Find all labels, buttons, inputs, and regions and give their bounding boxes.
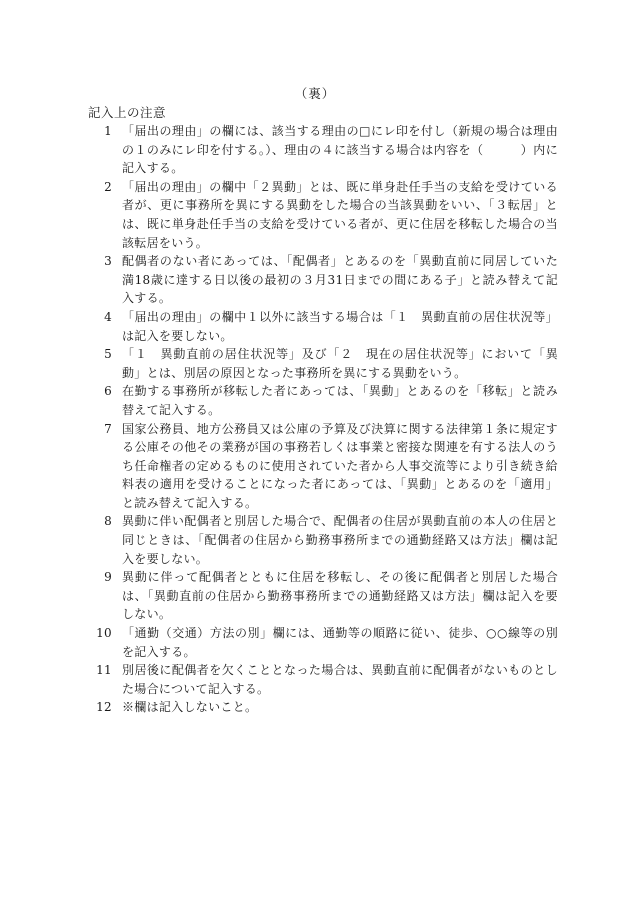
note-number: 6 [104, 384, 112, 399]
note-text: 国家公務員、地方公務員又は公庫の予算及び決算に関する法律第１条に規定する公庫その他その業務が国の事務若しくは事業と密接な関連を有する法人のうち任命権者の定めるものに使用されていた者から人事交流等により引き続き給料表の適用を受けることになった者にあっては、「異動」とあるのを「適用」と読み替えて記入する。 [122, 421, 558, 510]
note-text: 異動に伴い配偶者と別居した場合で、配偶者の住居が異動直前の本人の住居と同じときは、「配偶者の住居から勤務事務所までの通勤経路又は方法」欄は記入を要しない。 [122, 514, 558, 566]
note-item [88, 252, 558, 308]
page-side-label: （裏） [294, 86, 336, 101]
notes-heading: 記入上の注意 [88, 105, 167, 120]
note-number: 9 [104, 570, 112, 585]
note-text: 「届出の理由」の欄中１以外に該当する場合は「１ 異動直前の居住状況等」は記入を要しない。 [122, 309, 558, 343]
note-number: 11 [96, 663, 112, 678]
note-item [88, 178, 558, 252]
note-number: 7 [104, 421, 112, 436]
note-item [88, 624, 558, 661]
note-text: 「届出の理由」の欄には、該当する理由の□にレ印を付し（新規の場合は理由の１のみにレ印を付する。）、理由の４に該当する場合は内容を（ ）内に記入する。 [122, 124, 558, 176]
note-text: 別居後に配偶者を欠くこととなった場合は、異動直前に配偶者がないものとした場合について記入する。 [122, 663, 558, 696]
note-number: 4 [104, 309, 112, 324]
note-number: 12 [96, 700, 112, 715]
note-text: 「届出の理由」の欄中「２異動」とは、既に単身赴任手当の支給を受けている者が、更に事務所を異にする異動をした場合の当該異動をいい、「３転居」とは、既に単身赴任手当の支給を受けている者が、更に住居を移転した場合の当該転居をいう。 [122, 179, 558, 250]
note-item [88, 308, 558, 345]
note-number: 10 [96, 626, 112, 641]
note-number: 5 [104, 347, 112, 362]
note-item [88, 568, 558, 624]
note-number: 8 [104, 514, 112, 529]
note-item [88, 698, 558, 717]
note-item [88, 345, 558, 382]
note-number: 3 [104, 254, 112, 269]
note-text: 配偶者のない者にあっては、「配偶者」とあるのを「異動直前に同居していた満18歳に達する日以後の最初の３月31日までの間にある子」と読み替えて記入する。 [122, 254, 558, 306]
note-text: 異動に伴って配偶者とともに住居を移転し、その後に配偶者と別居した場合は、「異動直前の住居から勤務事務所までの通勤経路又は方法」欄は記入を要しない。 [122, 570, 558, 622]
note-number: 1 [104, 124, 112, 138]
note-item [88, 661, 558, 698]
note-text: ※欄は記入しないこと。 [122, 700, 258, 715]
note-item [88, 512, 558, 568]
notes-list [88, 122, 558, 717]
note-number: 2 [104, 179, 112, 194]
note-text: 「１ 異動直前の居住状況等」及び「２ 現在の居住状況等」において「異動」とは、別居の原因となった事務所を異にする異動をいう。 [122, 347, 558, 380]
note-text: 在勤する事務所が移転した者にあっては、「異動」とあるのを「移転」と読み替えて記入する。 [122, 384, 558, 417]
note-text: 「通勤（交通）方法の別」欄には、通勤等の順路に従い、徒歩、○○線等の別を記入する。 [122, 626, 558, 659]
note-item [88, 382, 558, 419]
note-item [88, 420, 558, 513]
note-item [88, 122, 558, 178]
